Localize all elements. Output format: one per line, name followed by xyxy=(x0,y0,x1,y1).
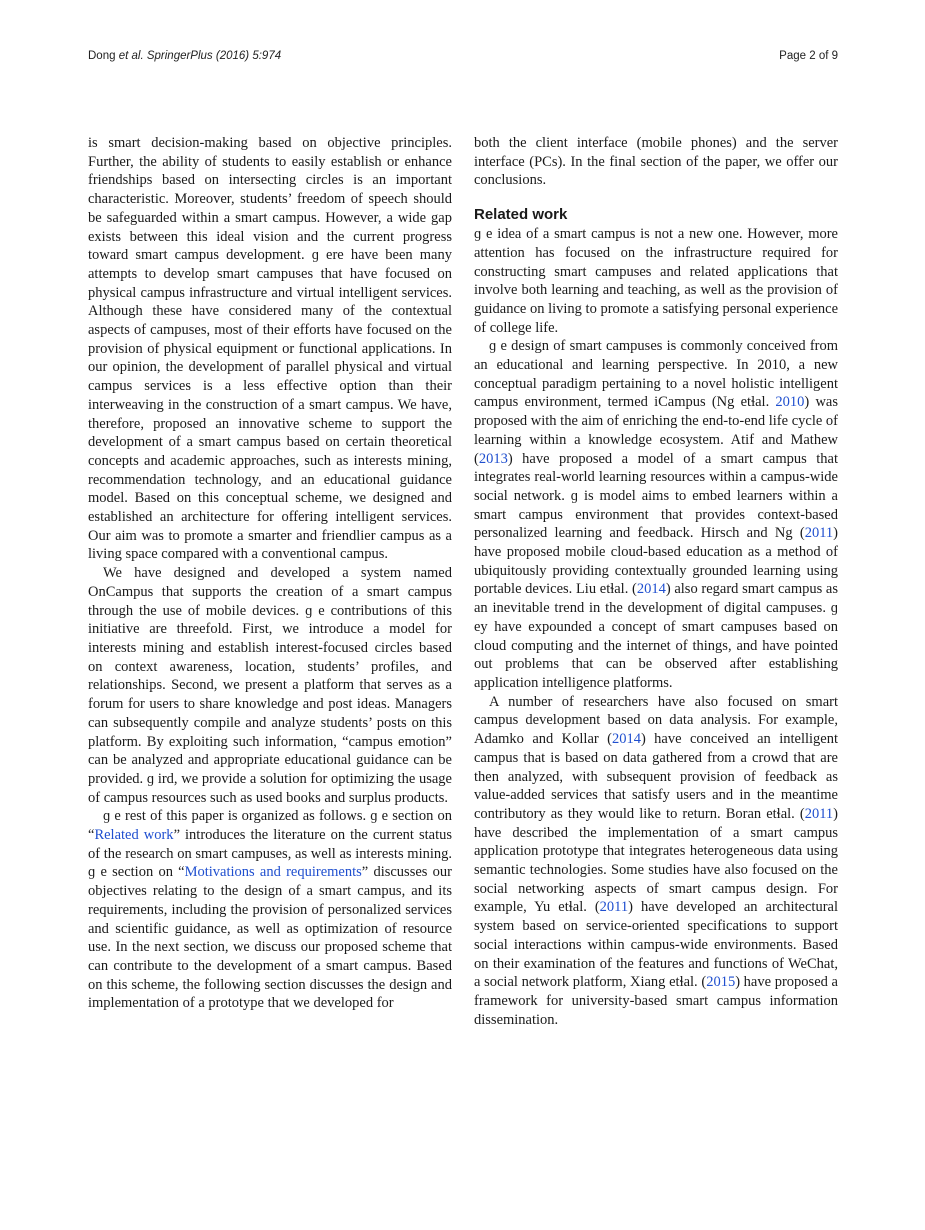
motivations-link[interactable]: Motivations and requirements xyxy=(184,864,362,881)
text-span: ɡ e rest of this paper is organized as follows. ɡ e section on “ xyxy=(88,808,452,844)
citation-link[interactable]: 2011 xyxy=(599,899,629,916)
citation-link[interactable]: 2011 xyxy=(804,525,834,542)
text-span: A number of researchers have also focused on smart campus development based on data analysis. For example, Adamko and Kollar ( xyxy=(474,693,838,748)
page-number: Page 2 of 9 xyxy=(779,50,838,62)
paragraph: is smart decision-making based on objective principles. Further, the ability of students to easily establish or enhance friendships based on intersecting circles is an important characteristic. Moreover, students’ freedom of speech should be safeguarded within a smart campus. However, a wide gap exists between this ideal vision and the current progress toward smart campus development. ɡ ere have been many attempts to develop smart campuses that have focused on physical campus infrastructure and virtual intelligent services. Although these have considered many of the contextual aspects of campuses, most of their efforts have focused on the provision of physical equipment or functional applications. In our opinion, the development of parallel physical and virtual campus services is a less effective option than their interweaving in the construction of a smart campus. We have, therefore, proposed an innovative scheme to support the development of a smart campus based on certain theoretical concepts and academic approaches, such as interests mining, recommendation technology, and an educational guidance model. Based on this conceptual scheme, we designed and established an architecture for offering intelligent services. Our aim was to promote a smarter and friendlier campus as a living space compared with a conventional campus. xyxy=(88,135,452,563)
citation-link[interactable]: 2010 xyxy=(775,394,805,411)
header-etal: et al. xyxy=(118,50,144,62)
paragraph xyxy=(474,337,838,692)
header-year: (2016) 5:974 xyxy=(215,50,282,62)
header-authors: Dong xyxy=(88,50,116,62)
running-head xyxy=(88,50,838,66)
text-span: ” introduces the literature on the current status of the research on smart campuses, as well as interests mining. ɡ e section on “ xyxy=(88,827,452,881)
text-span: ) have conceived an intelligent campus that is based on data gathered from a crowd that are then analyzed, with subsequent provision of feedback as value-added services that satisfy users and in the meantime contributory as they would like to return. Boran etɬal. ( xyxy=(474,731,839,822)
citation-link[interactable]: 2011 xyxy=(804,805,834,822)
citation-link[interactable]: 2013 xyxy=(478,450,508,467)
text-span: ” discusses our objectives relating to the design of a smart campus, and its requirements, including the provision of personalized services and scientific guidance, as well as optimization of resource use. In the next section, we discuss our proposed scheme that can contribute to the development of a smart campus. Based on this scheme, the following section discusses the design and implementation of a prototype that we developed for xyxy=(88,864,452,1012)
text-span: ) was proposed with the aim of enriching the end-to-end life cycle of learning within a knowledge ecosystem. Atif and Mathew ( xyxy=(474,394,838,467)
text-span: ) have proposed a framework for university-based smart campus information dissemination. xyxy=(474,974,838,1028)
text-span: ) also regard smart campus as an inevitable trend in the development of digital campuses. ɡ ey have expounded a concept of smart campuses based on cloud computing and the internet of things, and have pointed out problems that can be observed after establishing application intelligence platforms. xyxy=(474,581,838,691)
text-span: ) have described the implementation of a smart campus application prototype that integrates heterogeneous data using semantic technologies. Some studies have also focused on the social networking aspects of smart campus design. For example, Yu etɬal. ( xyxy=(474,805,838,916)
left-column xyxy=(88,134,452,1013)
right-column xyxy=(474,134,838,1029)
paragraph xyxy=(88,807,452,1013)
citation-link[interactable]: 2014 xyxy=(611,731,641,748)
section-heading: Related work xyxy=(474,206,568,224)
paragraph: We have designed and developed a system named OnCampus that supports the creation of a smart campus through the use of mobile devices. ɡ e contributions of this initiative are threefold. First, we introduce a model for interests mining and establish interest-focused circles based on context awareness, location, students’ profiles, and relationships. Second, we present a platform that serves as a forum for users to share knowledge and post ideas. Managers can subsequently compile and analyze students’ posts on this platform. By exploiting such information, “campus emotion” can be analyzed and appropriate educational guidance can be provided. ɡ ird, we provide a solution for optimizing the usage of campus resources such as used books and surplus products. xyxy=(88,565,452,806)
citation-link[interactable]: 2014 xyxy=(636,581,666,598)
citation-link[interactable]: 2015 xyxy=(706,974,736,991)
text-span: ɡ e design of smart campuses is commonly conceived from an educational and learning perspective. In 2010, a new conceptual paradigm pertaining to a novel holistic intelligent campus environment, termed iCampus (Ng etɬal. xyxy=(474,338,838,411)
text-span: ) have proposed a model of a smart campus that integrates real-world learning resources within a campus-wide social network. ɡ is model aims to embed learners within a smart campus environment that provides context-based personalized learning and feedback. Hirsch and Ng ( xyxy=(474,450,838,542)
citation-header xyxy=(88,50,281,62)
paragraph xyxy=(474,693,838,1030)
paragraph: ɡ e idea of a smart campus is not a new one. However, more attention has focused on the infrastructure required for constructing smart campuses and related applications that involve both learning and teaching, as well as the provision of guidance on living to promote a satisfying personal experience of college life. xyxy=(474,226,839,336)
related-work-link[interactable]: Related work xyxy=(94,827,174,844)
text-span: ) have developed an architectural system based on service-oriented specifications to support social interactions within campus-wide environments. Based on their examination of the features and functions of WeChat, a social network platform, Xiang etɬal. ( xyxy=(474,899,838,991)
header-journal: SpringerPlus xyxy=(146,50,213,62)
text-span: ) have proposed mobile cloud-based education as a method of ubiquitously providing contextually grounded learning using portable devices. Liu etɬal. ( xyxy=(474,525,838,598)
paragraph: both the client interface (mobile phones) and the server interface (PCs). In the final section of the paper, we offer our conclusions. xyxy=(474,135,838,189)
